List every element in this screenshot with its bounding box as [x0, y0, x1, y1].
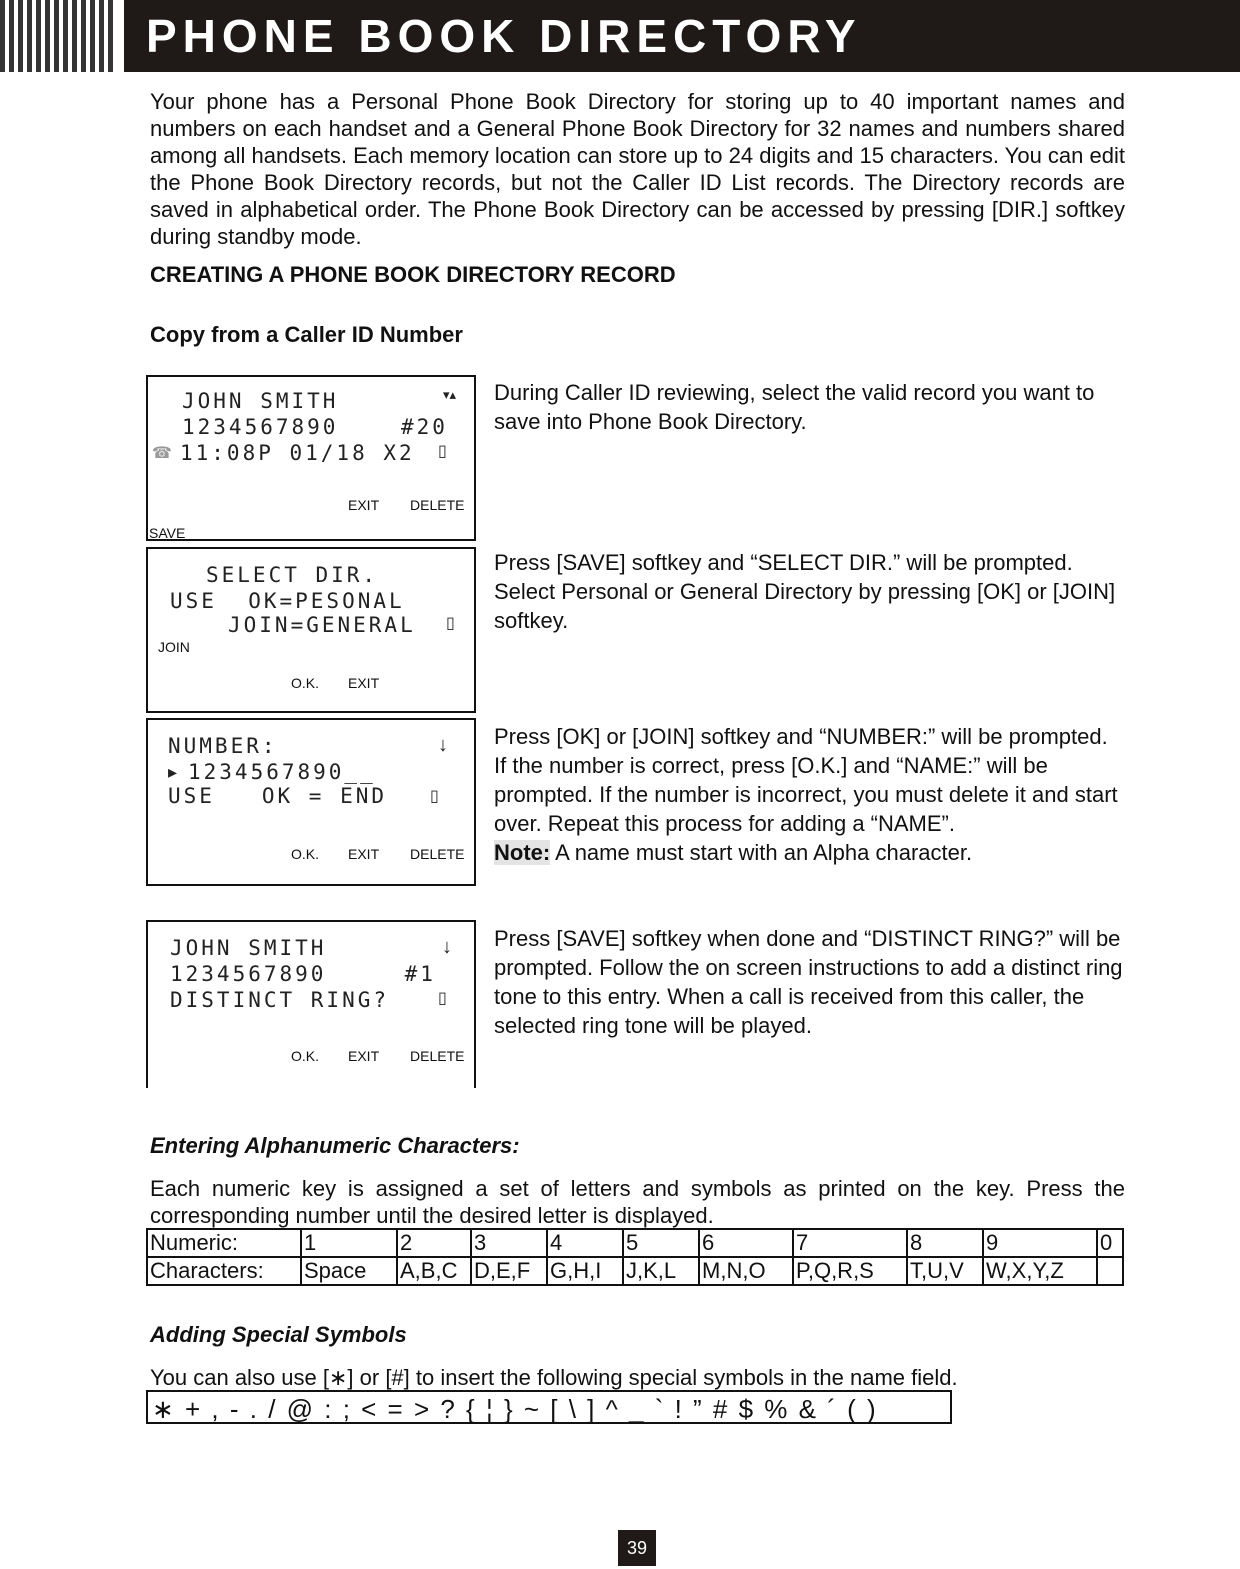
table-cell: 1 — [301, 1229, 397, 1257]
softkey-exit: EXIT — [348, 1048, 380, 1064]
symbols-text: You can also use [∗] or [#] to insert the following special symbols in the name field. — [150, 1365, 958, 1390]
softkey-exit: EXIT — [348, 846, 380, 862]
section-title: CREATING A PHONE BOOK DIRECTORY RECORD — [150, 262, 676, 287]
lcd-line: USE OK=PESONAL — [170, 589, 405, 613]
softkey-join: JOIN — [158, 639, 190, 655]
battery-icon: ▯ — [446, 615, 455, 632]
lcd-line: NUMBER: — [168, 734, 278, 758]
lcd-line: JOHN SMITH — [170, 936, 327, 960]
page-number: 39 — [618, 1530, 656, 1566]
softkey-save: SAVE — [149, 525, 186, 541]
table-cell: 3 — [471, 1229, 547, 1257]
lcd-line: DISTINCT RING? — [170, 988, 390, 1012]
softkey-delete: DELETE — [410, 497, 465, 513]
table-cell: G,H,I — [547, 1257, 623, 1285]
lcd-line: 1234567890 #1 — [170, 962, 436, 986]
softkey-ok: O.K. — [291, 1048, 320, 1064]
table-cell: 8 — [907, 1229, 983, 1257]
down-arrow-icon: ↓ — [438, 734, 448, 756]
softkey-ok: O.K. — [291, 675, 320, 691]
battery-icon: ▯ — [438, 443, 447, 460]
step-3-description — [494, 722, 1124, 867]
lcd-screen-number — [146, 718, 476, 886]
table-cell: 7 — [793, 1229, 907, 1257]
table-cell: A,B,C — [397, 1257, 471, 1285]
table-cell: D,E,F — [471, 1257, 547, 1285]
symbols-title: Adding Special Symbols — [150, 1322, 407, 1347]
table-cell: Numeric: — [147, 1229, 301, 1257]
softkey-exit: EXIT — [348, 675, 380, 691]
battery-icon: ▯ — [430, 788, 439, 805]
lcd-line: USE OK = END — [168, 784, 388, 808]
key-mapping-table — [146, 1228, 1124, 1286]
lcd-screen-distinct-ring — [146, 920, 476, 1088]
intro-paragraph: Your phone has a Personal Phone Book Directory for storing up to 40 important names and numbers on each handset and a General Phone Book Directory for 32 names and numbers shared among all handsets. Each memory location can store up to 24 digits and 15 characters. You can edit the Phone Book Directory records, but not the Caller ID List records. The Directory records are saved in alphabetical order. The Phone Book Directory can be accessed by pressing [DIR.] softkey during standby mode. — [150, 89, 1125, 249]
step-4-description: Press [SAVE] softkey when done and “DISTINCT RING?” will be prompted. Follow the on screen instructions to add a distinct ring tone to this entry. When a call is received from this caller, the selected ring tone will be played. — [494, 926, 1123, 1038]
table-cell — [1097, 1257, 1123, 1285]
softkey-delete: DELETE — [410, 1048, 465, 1064]
step-2-description: Press [SAVE] softkey and “SELECT DIR.” will be prompted. Select Personal or General Directory by pressing [OK] or [JOIN] softkey. — [494, 550, 1116, 633]
table-cell: M,N,O — [699, 1257, 793, 1285]
symbols-list: ∗ + , - . / @ : ; < = > ? { ¦ } ~ [ \ ] ^ _ ` ! ” # $ % & ´ ( ) — [146, 1390, 952, 1424]
alpha-text: Each numeric key is assigned a set of letters and symbols as printed on the key. Press the corresponding number until the desired letter is displayed. — [150, 1176, 1125, 1228]
down-arrow-icon: ↓ — [442, 936, 452, 958]
table-cell: T,U,V — [907, 1257, 983, 1285]
battery-icon: ▯ — [438, 990, 447, 1007]
softkey-ok: O.K. — [291, 846, 320, 862]
table-cell: Space — [301, 1257, 397, 1285]
lcd-line: SELECT DIR. — [206, 563, 379, 587]
lcd-line: JOHN SMITH — [182, 389, 339, 413]
lcd-line: JOIN=GENERAL — [228, 613, 416, 637]
table-cell: Characters: — [147, 1257, 301, 1285]
header-bar — [124, 0, 1240, 72]
table-row — [147, 1257, 1123, 1285]
table-cell: P,Q,R,S — [793, 1257, 907, 1285]
table-cell: 2 — [397, 1229, 471, 1257]
page-title: PHONE BOOK DIRECTORY — [146, 10, 862, 62]
table-cell: J,K,L — [623, 1257, 699, 1285]
softkey-exit: EXIT — [348, 497, 380, 513]
step-3-text: Press [OK] or [JOIN] softkey and “NUMBER:” will be prompted. If the number is correct, press [O.K.] and “NAME:” will be prompted. If the number is incorrect, you must delete it and start over. Repeat this process for adding a “NAME”. — [494, 724, 1118, 836]
cursor-arrow-icon: ▸ — [168, 762, 178, 782]
alpha-title: Entering Alphanumeric Characters: — [150, 1133, 520, 1158]
table-cell: 5 — [623, 1229, 699, 1257]
lcd-line: 1234567890__ — [188, 760, 376, 784]
step-1-description: During Caller ID reviewing, select the valid record you want to save into Phone Book Directory. — [494, 380, 1095, 434]
lcd-screen-caller-id — [146, 375, 476, 541]
table-cell: 9 — [983, 1229, 1097, 1257]
brand-logo — [0, 0, 114, 72]
lcd-screen-select-dir — [146, 547, 476, 713]
table-cell: 6 — [699, 1229, 793, 1257]
handset-icon: ☎ — [152, 445, 172, 462]
lcd-line: 11:08P 01/18 X2 — [180, 441, 415, 465]
table-cell: 4 — [547, 1229, 623, 1257]
scroll-arrows-icon: ▾▴ — [443, 387, 457, 402]
softkey-delete: DELETE — [410, 846, 465, 862]
lcd-line: 1234567890 #20 — [182, 415, 448, 439]
subsection-title: Copy from a Caller ID Number — [150, 322, 463, 347]
table-cell: W,X,Y,Z — [983, 1257, 1097, 1285]
note-label: Note: — [494, 840, 551, 865]
note-text: A name must start with an Alpha character. — [550, 840, 973, 865]
table-cell: 0 — [1097, 1229, 1123, 1257]
table-row — [147, 1229, 1123, 1257]
